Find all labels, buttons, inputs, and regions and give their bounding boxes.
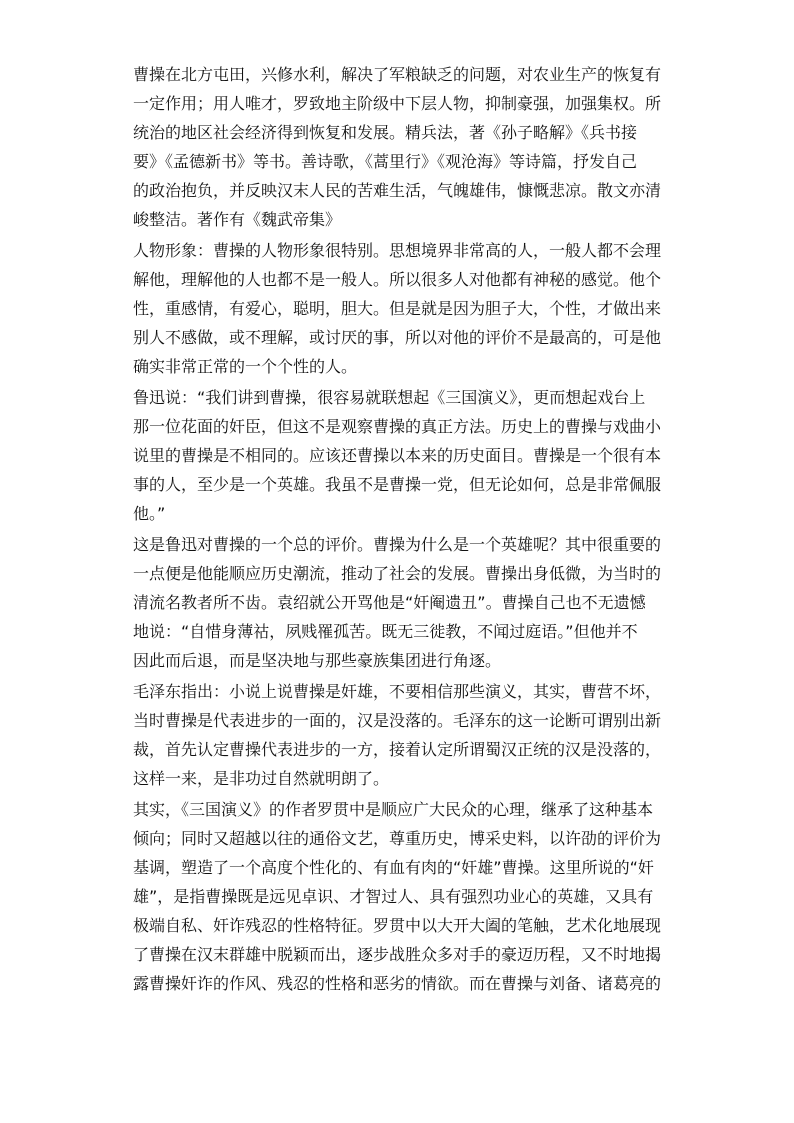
- paragraph-lu-xun-quote: [133, 383, 673, 528]
- text-line: 基调，塑造了一个高度个性化的、有血有肉的“奸雄”曹操。这里所说的“奸: [133, 858, 654, 877]
- text-line: 鲁迅说：“我们讲到曹操，很容易就联想起《三国演义》，更而想起戏台上: [133, 388, 646, 407]
- text-line: 确实非常正常的一个个性的人。: [133, 357, 358, 376]
- text-line: 雄”，是指曹操既是远见卓识、才智过人、具有强烈功业心的英雄，又具有: [133, 887, 654, 906]
- text-line: 一定作用；用人唯才，罗致地主阶级中下层人物，抑制豪强，加强集权。所: [133, 94, 662, 113]
- text-line: 的政治抱负，并反映汉末人民的苦难生活，气魄雄伟，慷慨悲凉。散文亦清: [133, 181, 662, 200]
- text-line: 因此而后退，而是坚决地与那些豪族集团进行角逐。: [133, 651, 502, 670]
- text-line: 统治的地区社会经济得到恢复和发展。精兵法，著《孙子略解》《兵书接: [133, 123, 638, 142]
- text-line: 裁，首先认定曹操代表进步的一方，接着认定所谓蜀汉正统的汉是没落的，: [133, 740, 662, 759]
- paragraph-lu-xun-evaluation: [133, 530, 673, 675]
- text-line: 说里的曹操是不相同的。应该还曹操以本来的历史面目。曹操是一个很有本: [133, 446, 662, 465]
- text-line: 事的人，至少是一个英雄。我虽不是曹操一党，但无论如何，总是非常佩服: [133, 475, 662, 494]
- text-line: 当时曹操是代表进步的一面的，汉是没落的。毛泽东的这一论断可谓别出新: [133, 711, 662, 730]
- text-line: 要》《孟德新书》等书。善诗歌，《蒿里行》《观沧海》等诗篇，抒发自己: [133, 152, 638, 171]
- text-line: 露曹操奸诈的作风、残忍的性格和恶劣的情欲。而在曹操与刘备、诸葛亮的: [133, 974, 662, 993]
- text-line: 人物形象：曹操的人物形象很特别。思想境界非常高的人，一般人都不会理: [133, 241, 662, 260]
- text-line: 清流名教者所不齿。袁绍就公开骂他是“奸阉遗丑”。曹操自己也不无遗憾: [133, 593, 646, 612]
- text-line: 那一位花面的奸臣，但这不是观察曹操的真正方法。历史上的曹操与戏曲小: [133, 417, 662, 436]
- text-line: 峻整洁。著作有《魏武帝集》: [133, 210, 342, 229]
- text-line: 倾向；同时又超越以往的通俗文艺，尊重历史，博采史料，以许劭的评价为: [133, 829, 662, 848]
- paragraph-romance-author: [133, 795, 673, 998]
- text-line: 其实，《三国演义》的作者罗贯中是顺应广大民众的心理，继承了这种基本: [133, 800, 654, 819]
- text-line: 别人不感做，或不理解，或讨厌的事，所以对他的评价不是最高的，可是他: [133, 328, 662, 347]
- document-page: [133, 60, 673, 1000]
- text-line: 了曹操在汉末群雄中脱颖而出，逐步战胜众多对手的豪迈历程，又不时地揭: [133, 945, 662, 964]
- text-line: 性，重感情，有爱心，聪明，胆大。但是就是因为胆子大，个性，才做出来: [133, 299, 662, 318]
- paragraph-character-image: [133, 236, 673, 381]
- text-line: 这是鲁迅对曹操的一个总的评价。曹操为什么是一个英雄呢？其中很重要的: [133, 535, 662, 554]
- paragraph-mao-zedong: [133, 677, 673, 793]
- text-line: 一点便是他能顺应历史潮流，推动了社会的发展。曹操出身低微，为当时的: [133, 564, 662, 583]
- text-line: 他。”: [133, 504, 166, 523]
- text-line: 毛泽东指出：小说上说曹操是奸雄，不要相信那些演义，其实，曹营不坏，: [133, 682, 662, 701]
- text-line: 地说：“自惜身薄祜，夙贱罹孤苦。既无三徙教，不闻过庭语。”但他并不: [133, 622, 638, 641]
- text-line: 这样一来，是非功过自然就明朗了。: [133, 769, 390, 788]
- text-line: 极端自私、奸诈残忍的性格特征。罗贯中以大开大阖的笔触，艺术化地展现: [133, 916, 662, 935]
- paragraph-cao-achievements: [133, 60, 673, 234]
- text-line: 曹操在北方屯田，兴修水利，解决了军粮缺乏的问题，对农业生产的恢复有: [133, 65, 662, 84]
- text-line: 解他，理解他的人也都不是一般人。所以很多人对他都有神秘的感觉。他个: [133, 270, 662, 289]
